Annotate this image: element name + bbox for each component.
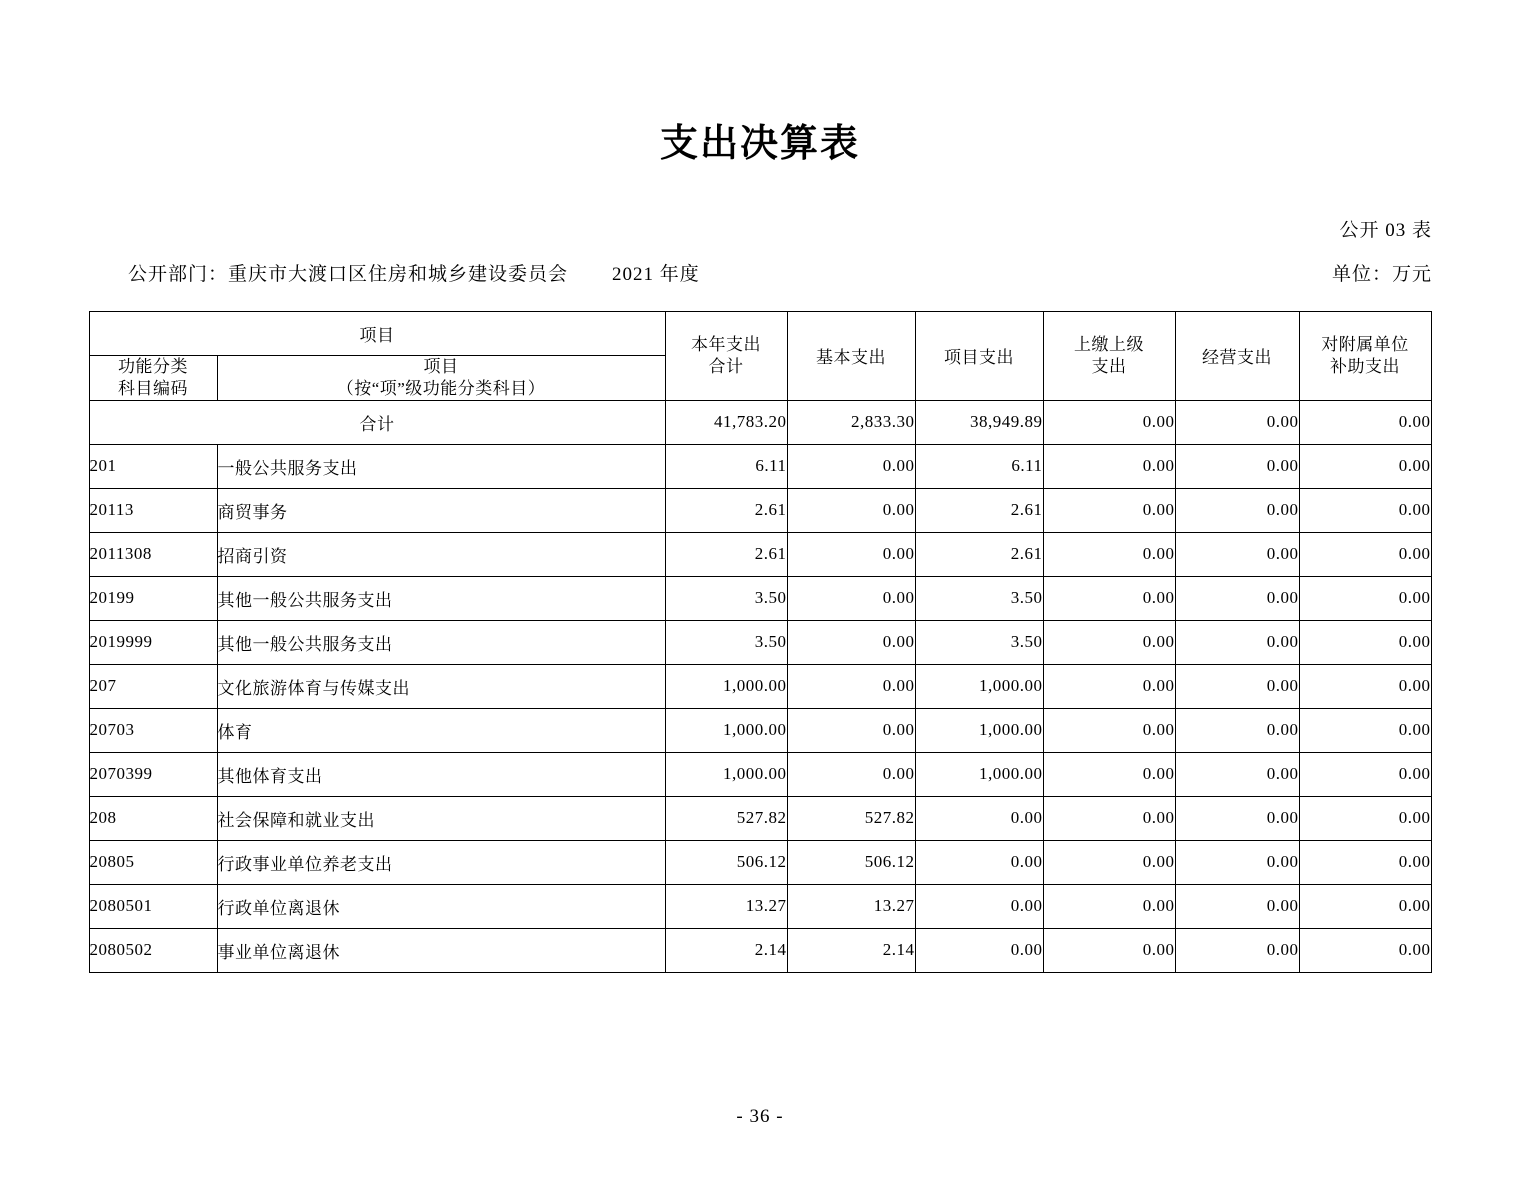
row-function-code: 2019999 <box>89 620 217 664</box>
row-basic: 0.00 <box>787 532 915 576</box>
row-item-name: 社会保障和就业支出 <box>217 796 665 840</box>
row-total: 2.61 <box>665 488 787 532</box>
row-total: 6.11 <box>665 444 787 488</box>
row-basic: 0.00 <box>787 620 915 664</box>
row-operating: 0.00 <box>1175 708 1299 752</box>
row-total: 1,000.00 <box>665 708 787 752</box>
meta-row <box>0 259 1520 293</box>
table-row <box>89 532 1431 576</box>
row-operating: 0.00 <box>1175 664 1299 708</box>
row-basic: 2.14 <box>787 928 915 972</box>
row-subsidiary: 0.00 <box>1299 840 1431 884</box>
row-item-name: 其他一般公共服务支出 <box>217 576 665 620</box>
row-subsidiary: 0.00 <box>1299 576 1431 620</box>
row-basic: 0.00 <box>787 488 915 532</box>
row-total: 3.50 <box>665 620 787 664</box>
row-remit: 0.00 <box>1043 400 1175 444</box>
expenditure-table <box>89 311 1432 973</box>
department-name: 重庆市大渡口区住房和城乡建设委员会 <box>228 264 569 285</box>
header-subsidiary-subsidy: 对附属单位 补助支出 <box>1299 312 1431 401</box>
row-item-name: 行政事业单位养老支出 <box>217 840 665 884</box>
row-subsidiary: 0.00 <box>1299 488 1431 532</box>
row-basic: 0.00 <box>787 444 915 488</box>
header-group-item: 项目 <box>89 312 665 356</box>
row-remit: 0.00 <box>1043 444 1175 488</box>
row-basic: 13.27 <box>787 884 915 928</box>
row-basic: 2,833.30 <box>787 400 915 444</box>
row-subsidiary: 0.00 <box>1299 532 1431 576</box>
header-operating-expenditure: 经营支出 <box>1175 312 1299 401</box>
row-subsidiary: 0.00 <box>1299 400 1431 444</box>
row-item-name: 事业单位离退休 <box>217 928 665 972</box>
row-total: 2.61 <box>665 532 787 576</box>
row-operating: 0.00 <box>1175 400 1299 444</box>
table-row <box>89 400 1431 444</box>
row-item-name: 行政单位离退休 <box>217 884 665 928</box>
row-function-code: 207 <box>89 664 217 708</box>
page-title: 支出决算表 <box>659 121 860 165</box>
row-project: 38,949.89 <box>915 400 1043 444</box>
row-total: 13.27 <box>665 884 787 928</box>
row-remit: 0.00 <box>1043 928 1175 972</box>
row-item-name: 文化旅游体育与传媒支出 <box>217 664 665 708</box>
row-remit: 0.00 <box>1043 884 1175 928</box>
form-number: 公开 03 表 <box>1339 220 1432 241</box>
row-total: 506.12 <box>665 840 787 884</box>
row-subsidiary: 0.00 <box>1299 884 1431 928</box>
row-remit: 0.00 <box>1043 708 1175 752</box>
row-subsidiary: 0.00 <box>1299 620 1431 664</box>
row-project: 1,000.00 <box>915 708 1043 752</box>
table-row <box>89 488 1431 532</box>
row-project: 1,000.00 <box>915 664 1043 708</box>
header-function-code: 功能分类 科目编码 <box>89 356 217 401</box>
row-function-code: 20703 <box>89 708 217 752</box>
table-row <box>89 928 1431 972</box>
row-remit: 0.00 <box>1043 532 1175 576</box>
table-row <box>89 840 1431 884</box>
table-row <box>89 620 1431 664</box>
row-operating: 0.00 <box>1175 884 1299 928</box>
row-basic: 0.00 <box>787 708 915 752</box>
row-total: 3.50 <box>665 576 787 620</box>
row-remit: 0.00 <box>1043 796 1175 840</box>
table-row <box>89 752 1431 796</box>
row-operating: 0.00 <box>1175 444 1299 488</box>
table-body <box>89 400 1431 972</box>
table-row <box>89 576 1431 620</box>
row-project: 3.50 <box>915 576 1043 620</box>
row-remit: 0.00 <box>1043 620 1175 664</box>
row-operating: 0.00 <box>1175 488 1299 532</box>
row-project: 0.00 <box>915 884 1043 928</box>
row-subsidiary: 0.00 <box>1299 752 1431 796</box>
row-item-name: 其他体育支出 <box>217 752 665 796</box>
row-total: 41,783.20 <box>665 400 787 444</box>
table-row <box>89 884 1431 928</box>
table-row <box>89 708 1431 752</box>
row-project: 0.00 <box>915 796 1043 840</box>
row-function-code: 20805 <box>89 840 217 884</box>
page-number: - 36 - <box>736 1106 784 1127</box>
row-remit: 0.00 <box>1043 752 1175 796</box>
row-item-name: 一般公共服务支出 <box>217 444 665 488</box>
row-project: 1,000.00 <box>915 752 1043 796</box>
department-line <box>128 259 700 286</box>
row-operating: 0.00 <box>1175 840 1299 884</box>
row-function-code: 2070399 <box>89 752 217 796</box>
row-item-name: 体育 <box>217 708 665 752</box>
row-subsidiary: 0.00 <box>1299 444 1431 488</box>
table-row <box>89 664 1431 708</box>
department-label: 公开部门： <box>128 264 229 285</box>
row-project: 0.00 <box>915 840 1043 884</box>
row-function-code: 2080501 <box>89 884 217 928</box>
header-project-expenditure: 项目支出 <box>915 312 1043 401</box>
row-remit: 0.00 <box>1043 664 1175 708</box>
header-remit-superior: 上缴上级 支出 <box>1043 312 1175 401</box>
row-function-code: 2011308 <box>89 532 217 576</box>
row-subsidiary: 0.00 <box>1299 708 1431 752</box>
row-total: 527.82 <box>665 796 787 840</box>
row-basic: 527.82 <box>787 796 915 840</box>
row-subsidiary: 0.00 <box>1299 664 1431 708</box>
row-total: 1,000.00 <box>665 664 787 708</box>
row-remit: 0.00 <box>1043 840 1175 884</box>
row-operating: 0.00 <box>1175 620 1299 664</box>
row-function-code: 208 <box>89 796 217 840</box>
row-subsidiary: 0.00 <box>1299 928 1431 972</box>
row-basic: 0.00 <box>787 664 915 708</box>
form-number-row <box>0 215 1520 245</box>
table-row <box>89 796 1431 840</box>
header-total: 本年支出 合计 <box>665 312 787 401</box>
row-remit: 0.00 <box>1043 576 1175 620</box>
row-total-label: 合计 <box>89 400 665 444</box>
row-remit: 0.00 <box>1043 488 1175 532</box>
row-operating: 0.00 <box>1175 576 1299 620</box>
row-operating: 0.00 <box>1175 928 1299 972</box>
row-basic: 0.00 <box>787 752 915 796</box>
row-basic: 0.00 <box>787 576 915 620</box>
table-header <box>89 312 1431 401</box>
table-header-row-1 <box>89 312 1431 356</box>
unit-label: 单位：万元 <box>1331 264 1432 285</box>
row-basic: 506.12 <box>787 840 915 884</box>
row-function-code: 201 <box>89 444 217 488</box>
document-page <box>0 112 1520 1186</box>
row-function-code: 2080502 <box>89 928 217 972</box>
row-operating: 0.00 <box>1175 796 1299 840</box>
row-total: 1,000.00 <box>665 752 787 796</box>
row-item-name: 招商引资 <box>217 532 665 576</box>
header-basic-expenditure: 基本支出 <box>787 312 915 401</box>
row-project: 2.61 <box>915 532 1043 576</box>
row-project: 0.00 <box>915 928 1043 972</box>
row-project: 6.11 <box>915 444 1043 488</box>
row-operating: 0.00 <box>1175 532 1299 576</box>
row-function-code: 20113 <box>89 488 217 532</box>
row-item-name: 商贸事务 <box>217 488 665 532</box>
row-subsidiary: 0.00 <box>1299 796 1431 840</box>
row-total: 2.14 <box>665 928 787 972</box>
table-row <box>89 444 1431 488</box>
row-operating: 0.00 <box>1175 752 1299 796</box>
header-item-name: 项目 （按“项”级功能分类科目） <box>217 356 665 401</box>
row-project: 2.61 <box>915 488 1043 532</box>
row-project: 3.50 <box>915 620 1043 664</box>
row-item-name: 其他一般公共服务支出 <box>217 620 665 664</box>
fiscal-year: 2021 年度 <box>612 264 700 285</box>
row-function-code: 20199 <box>89 576 217 620</box>
